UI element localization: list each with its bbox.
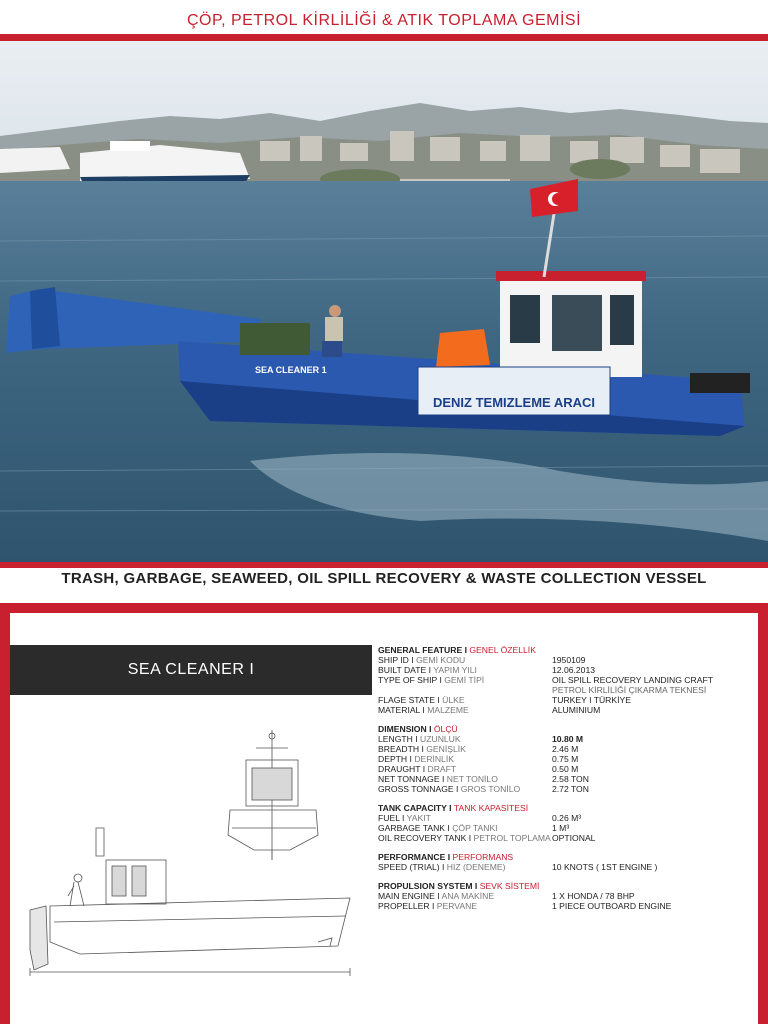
spec-row-draught: DRAUGHT I DRAFT 0.50 M: [378, 764, 579, 774]
spec-row-oil-recovery-tank: OIL RECOVERY TANK I PETROL TOPLAMA OPTIONAL: [378, 833, 596, 843]
spec-row-propeller: PROPELLER I PERVANE 1 PIECE OUTBOARD ENGINE: [378, 901, 672, 911]
general-feature-heading: GENERAL FEATURE I GENEL ÖZELLİK: [378, 645, 536, 655]
spec-row-fuel: FUEL I YAKIT 0.26 M³: [378, 813, 582, 823]
boat-banner-text: DENIZ TEMIZLEME ARACI: [432, 395, 596, 410]
spec-row-breadth: BREADTH I GENİŞLİK 2.46 M: [378, 744, 579, 754]
vessel-name: SEA CLEANER I: [127, 661, 255, 678]
hull-name-label: SEA CLEANER 1: [255, 365, 327, 375]
spec-row-material: MATERIAL I MALZEME ALUMINIUM: [378, 705, 601, 715]
vessel-photo: [0, 41, 768, 562]
spec-row-depth: DEPTH I DERİNLİK 0.75 M: [378, 754, 579, 764]
propulsion-heading: PROPULSION SYSTEM I SEVK SİSTEMİ: [378, 881, 540, 891]
top-red-divider: [0, 34, 768, 41]
spec-row-speed: SPEED (TRIAL) I HIZ (DENEME) 10 KNOTS ( 1ST ENGINE ): [378, 862, 658, 872]
spec-row-ship-id: SHIP ID I GEMİ KODU 1950109: [378, 655, 586, 665]
spec-row-garbage-tank: GARBAGE TANK I ÇÖP TANKI 1 M³: [378, 823, 570, 833]
performance-heading: PERFORMANCE I PERFORMANS: [378, 852, 514, 862]
spec-row-built-date: BUILT DATE I YAPIM YILI 12.06.2013: [378, 665, 596, 675]
spec-row-flag-state: FLAGE STATE I ÜLKE TURKEY I TÜRKİYE: [378, 695, 631, 705]
middle-red-divider: [0, 562, 768, 568]
specifications-table: [378, 645, 738, 911]
spec-row-main-engine: MAIN ENGINE I ANA MAKİNE 1 X HONDA / 78 BHP: [378, 891, 635, 901]
spec-row-type-of-ship: TYPE OF SHIP I GEMİ TİPİ OIL SPILL RECOVERY LANDING CRAFT: [378, 675, 713, 685]
side-view-drawing: [30, 828, 350, 976]
spec-row-net-tonnage: NET TONNAGE I NET TONİLO 2.58 TON: [378, 774, 589, 784]
technical-drawing: [20, 710, 365, 1000]
page-subtitle-english: TRASH, GARBAGE, SEAWEED, OIL SPILL RECOVERY & WASTE COLLECTION VESSEL: [61, 570, 707, 587]
front-view-drawing: [228, 730, 318, 860]
spec-row-gross-tonnage: GROSS TONNAGE I GROS TONİLO 2.72 TON: [378, 784, 589, 794]
spec-row-length: LENGTH I UZUNLUK 10.80 M: [378, 734, 584, 744]
page-title-turkish: ÇÖP, PETROL KİRLİLİĞİ & ATIK TOPLAMA GEMİSİ: [186, 12, 582, 29]
dimension-heading: DIMENSION I ÖLÇÜ: [378, 724, 458, 734]
vessel-name-box: [10, 645, 372, 695]
tank-capacity-heading: TANK CAPACITY I TANK KAPASİTESİ: [378, 803, 529, 813]
spec-row-type-of-ship-tr: PETROL KİRLİLİĞİ ÇIKARMA TEKNESİ: [552, 685, 707, 695]
